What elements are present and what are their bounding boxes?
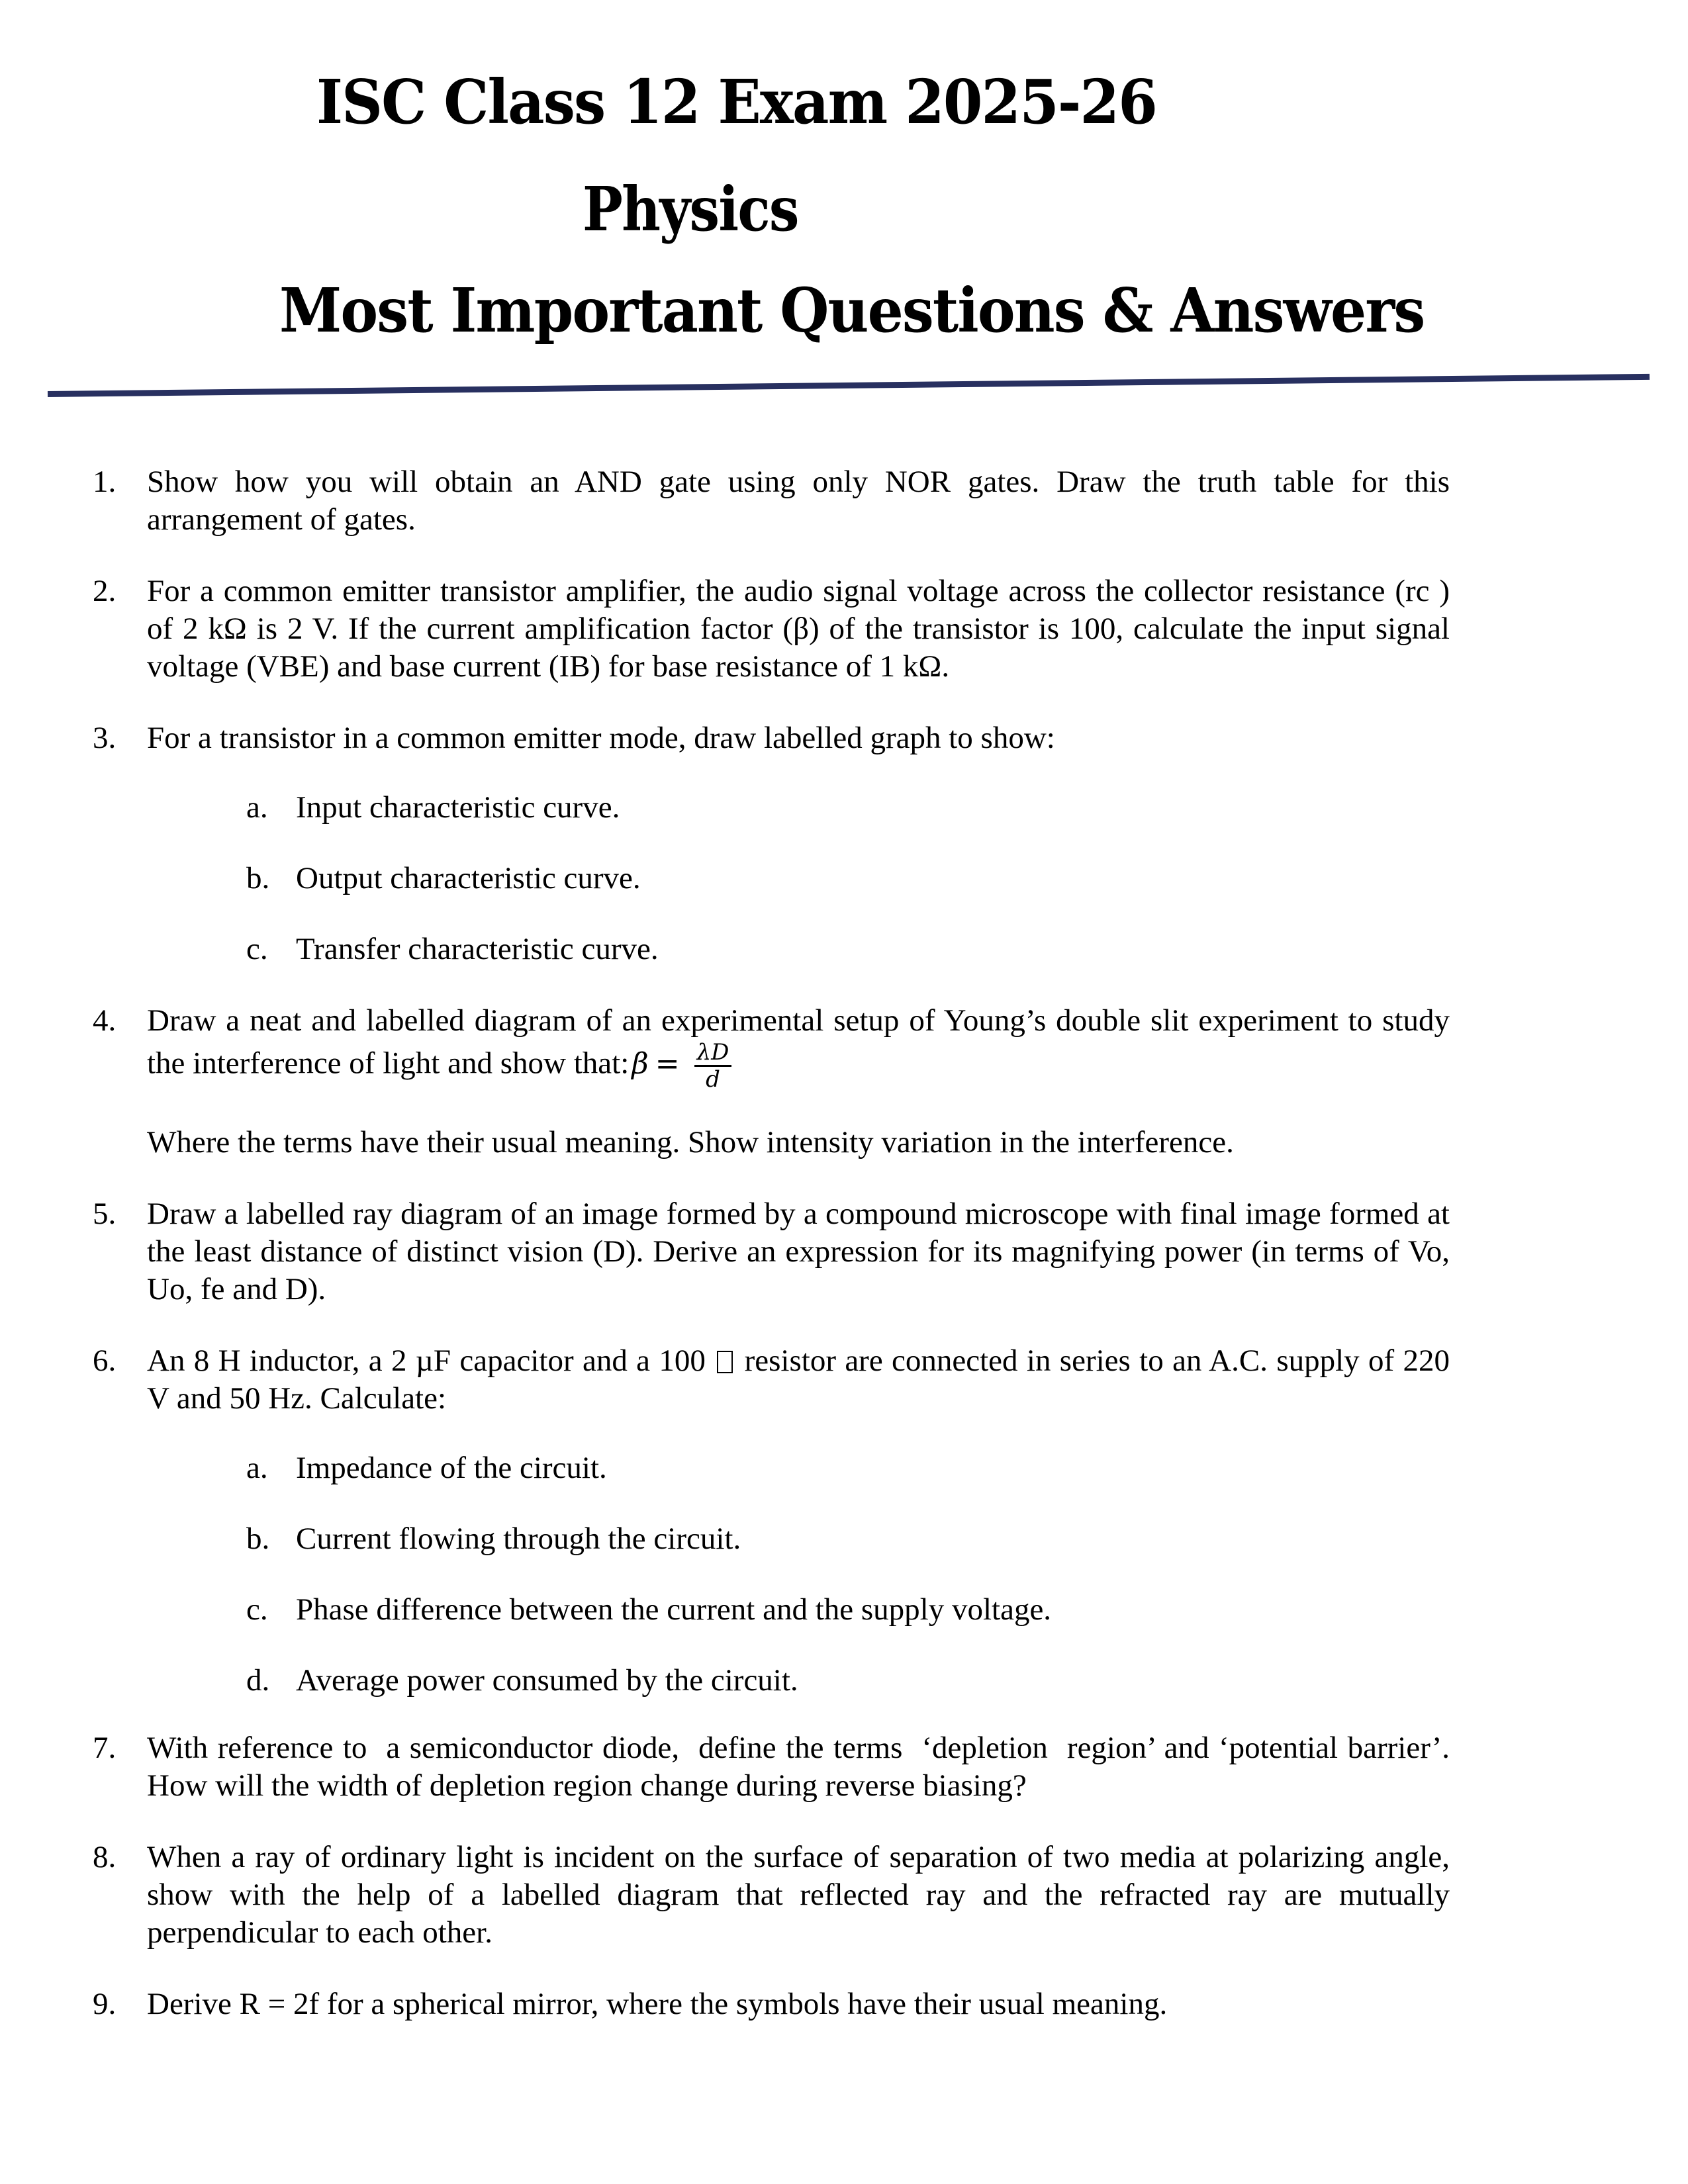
- question-list: [93, 463, 1458, 2057]
- question-text: For a common emitter transistor amplifier, the audio signal voltage across the collector resistance (rc ) of 2 kΩ is 2 V. If the current amplification factor (β) of the transistor is 100, calculate the input signal voltage (VBE) and base current (IB) for base resistance of 1 kΩ.: [147, 574, 1450, 684]
- subitem: [246, 860, 1450, 897]
- question-text-part-1: An 8 H inductor, a 2 µF capacitor and a 100: [147, 1343, 706, 1378]
- formula-lhs: β: [632, 1047, 649, 1081]
- subitem-text: Phase difference between the current and the supply voltage.: [296, 1592, 1052, 1627]
- subitem-list: [147, 789, 1450, 968]
- subitem: [246, 1662, 1450, 1700]
- question-text-part-2: resistor are connected in series to an A.C. supply of 220 V and 50 Hz. Calculate:: [147, 1343, 1450, 1416]
- document-subtitle: Most Important Questions & Answers: [279, 275, 1425, 346]
- subitem: [246, 789, 1450, 827]
- question-number: 4.: [93, 1003, 117, 1038]
- question-1: [93, 463, 1450, 539]
- subject-title: Physics: [583, 173, 798, 245]
- header-divider: [48, 374, 1650, 397]
- question-text: With reference to a semiconductor diode, define the terms ‘depletion region’ and ‘potential barrier’. How will the width of depletion region change during reverse biasing?: [147, 1731, 1458, 1803]
- missing-glyph-icon: [717, 1351, 733, 1373]
- question-number: 5.: [93, 1197, 117, 1231]
- question-9: [93, 1985, 1450, 2023]
- question-text-body: Draw a neat and labelled diagram of an experimental setup of Young’s double slit experiment to study the interference of light and show that:: [147, 1003, 1450, 1081]
- subitem-label: b.: [246, 861, 270, 895]
- question-number: 1.: [93, 465, 117, 499]
- subitem: [246, 1449, 1450, 1487]
- subitem-label: a.: [246, 790, 268, 825]
- question-text: For a transistor in a common emitter mode, draw labelled graph to show:: [147, 721, 1055, 755]
- question-text: [147, 1342, 1450, 1418]
- question-number: 9.: [93, 1987, 117, 2021]
- question-text: Show how you will obtain an AND gate using only NOR gates. Draw the truth table for this arrangement of gates.: [147, 465, 1450, 537]
- formula-denominator: d: [706, 1066, 720, 1093]
- question-text: Draw a labelled ray diagram of an image formed by a compound microscope with final image formed at the least distance of distinct vision (D). Derive an expression for its magnifying power (in terms of Vo, Uo, fe and D).: [147, 1197, 1450, 1306]
- question-5: [93, 1195, 1450, 1308]
- question-text: Derive R = 2f for a spherical mirror, where the symbols have their usual meaning.: [147, 1987, 1168, 2021]
- subitem-label: b.: [246, 1522, 270, 1556]
- question-6: [93, 1342, 1450, 1700]
- subitem-label: a.: [246, 1451, 268, 1485]
- subitem: [246, 1591, 1450, 1629]
- question-number: 3.: [93, 721, 117, 755]
- question-3: [93, 719, 1450, 968]
- question-2: [93, 572, 1450, 686]
- question-4: [93, 1002, 1450, 1161]
- subitem-label: c.: [246, 1592, 268, 1627]
- exam-title: ISC Class 12 Exam 2025-26: [316, 66, 1156, 138]
- subitem-list: [147, 1449, 1450, 1700]
- question-number: 6.: [93, 1343, 117, 1378]
- subitem: [246, 1520, 1450, 1558]
- question-text: When a ray of ordinary light is incident on the surface of separation of two media at polarizing angle, show with the help of a labelled diagram that reflected ray and the refracted ray are mutually perpendicular to each other.: [147, 1840, 1450, 1950]
- formula-equals: =: [655, 1047, 680, 1081]
- subitem-text: Average power consumed by the circuit.: [296, 1663, 798, 1698]
- question-note: Where the terms have their usual meaning. Show intensity variation in the interference.: [147, 1125, 1234, 1160]
- question-number: 8.: [93, 1840, 117, 1874]
- fringe-width-formula: [632, 1040, 731, 1092]
- question-7: [93, 1729, 1458, 1805]
- subitem-label: c.: [246, 932, 268, 966]
- question-number: 7.: [93, 1731, 117, 1765]
- subitem-text: Output characteristic curve.: [296, 861, 641, 895]
- subitem-text: Transfer characteristic curve.: [296, 932, 659, 966]
- question-number: 2.: [93, 574, 117, 608]
- subitem: [246, 931, 1450, 968]
- subitem-label: d.: [246, 1663, 270, 1698]
- subitem-text: Impedance of the circuit.: [296, 1451, 607, 1485]
- formula-numerator: λD: [694, 1040, 732, 1067]
- question-text: [147, 1002, 1450, 1092]
- question-8: [93, 1839, 1450, 1952]
- formula-fraction: [694, 1040, 732, 1092]
- subitem-text: Input characteristic curve.: [296, 790, 620, 825]
- subitem-text: Current flowing through the circuit.: [296, 1522, 741, 1556]
